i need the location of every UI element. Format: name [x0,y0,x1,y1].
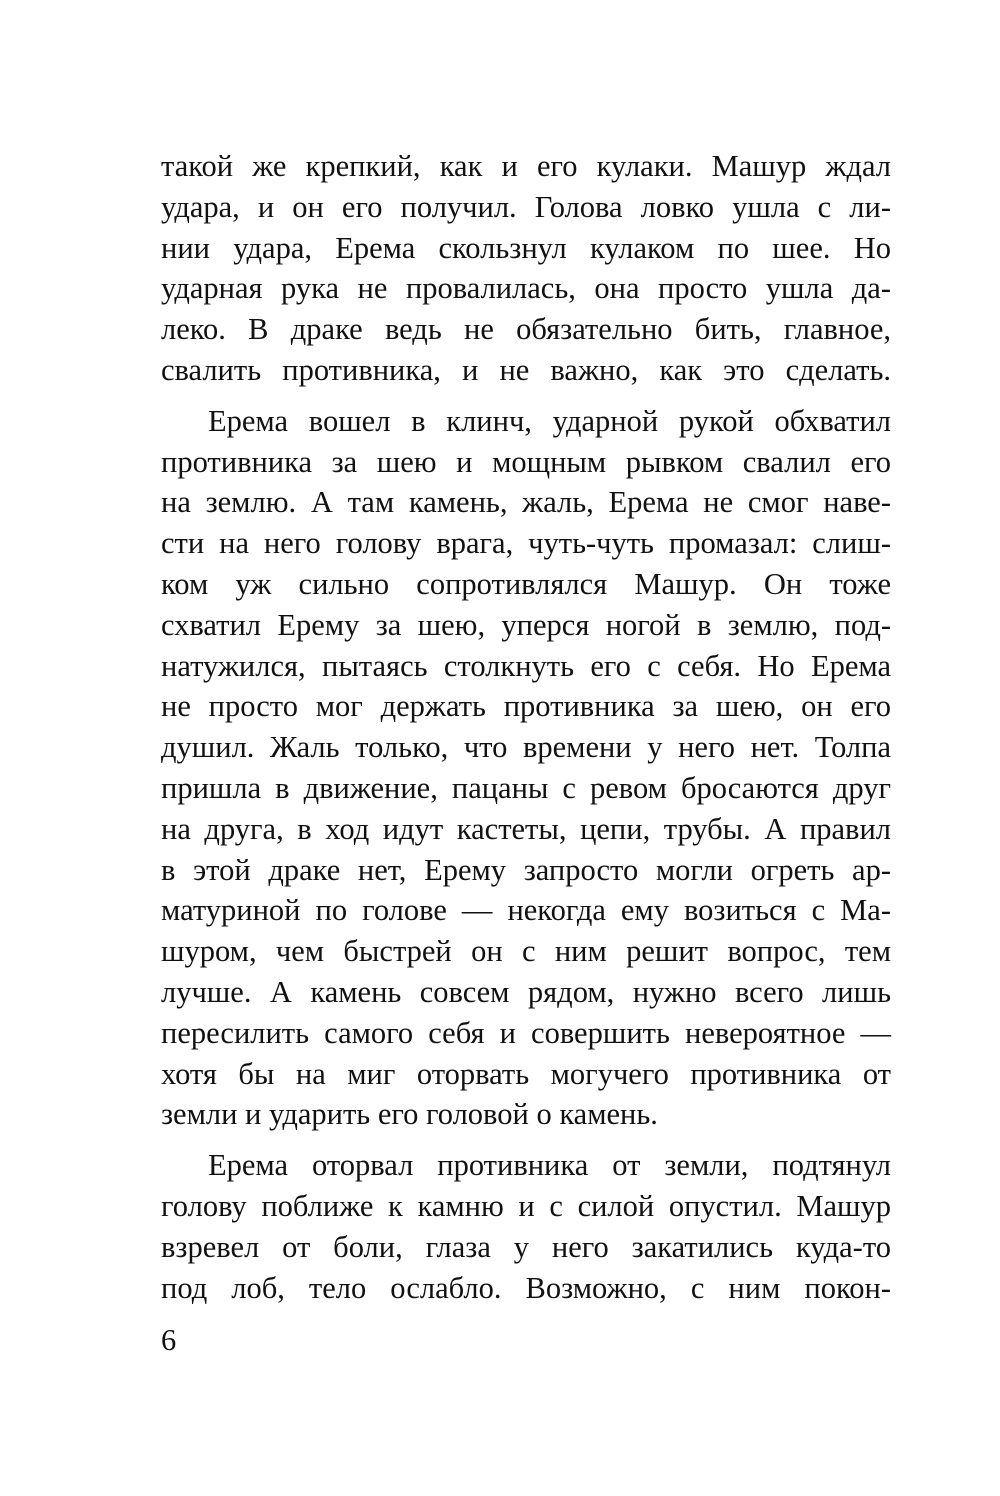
paragraph [161,1145,891,1308]
text-line: сти на него голову врага, чуть-чуть промазал: слиш- [161,526,891,561]
text-line: противника за шею и мощным рывком свалил его [161,444,891,479]
text-line: свалить противника, и не важно, как это сделать. [161,352,891,387]
text-line: пересилить самого себя и совершить невероятное — [161,1015,891,1050]
text-line: в этой драке нет, Ерему запросто могли огреть ар- [161,852,891,887]
paragraph [161,146,891,391]
text-line: такой же крепкий, как и его кулаки. Машур ждал [161,149,891,183]
text-line: ком уж сильно сопротивлялся Машур. Он тоже [161,566,891,601]
text-line: не просто мог держать противника за шею, он его [161,689,891,724]
text-line: схватил Ерему за шею, уперся ногой в землю, под- [161,607,891,642]
text-line: ударная рука не провалилась, она просто ушла да- [161,271,891,306]
text-line: пришла в движение, пацаны с ревом бросаются друг [161,770,891,805]
text-line: земли и ударить его головой о камень. [161,1097,658,1132]
text-line: хотя бы на миг оторвать могучего противника от [161,1056,891,1091]
text-line: душил. Жаль только, что времени у него нет. Толпа [161,730,891,765]
text-line: лучше. А камень совсем рядом, нужно всего лишь [161,974,891,1009]
text-line: голову поближе к камню и с силой опустил. Машур [161,1188,891,1223]
text-line: удара, и он его получил. Голова ловко ушла с ли- [161,189,891,224]
text-line: на землю. А там камень, жаль, Ерема не смог наве- [161,485,891,520]
text-line: на друга, в ход идут кастеты, цепи, трубы. А правил [161,811,891,846]
text-line: под лоб, тело ослабло. Возможно, с ним покон- [161,1270,891,1305]
body-text [161,146,891,1308]
text-line: матуриной по голове — некогда ему возиться с Ма- [161,893,891,928]
paragraph [161,401,891,1135]
text-line: нии удара, Ерема скользнул кулаком по шее. Но [161,230,891,265]
text-line: Ерема вошел в клинч, ударной рукой обхватил [208,403,891,438]
text-line: натужился, пытаясь столкнуть его с себя. Но Ерема [161,648,891,683]
text-line: взревел от боли, глаза у него закатились куда-то [161,1229,891,1264]
text-line: леко. В драке ведь не обязательно бить, главное, [161,312,891,347]
text-line: шуром, чем быстрей он с ним решит вопрос, тем [161,934,891,969]
page-number: 6 [161,1323,177,1357]
text-line: Ерема оторвал противника от земли, подтянул [208,1148,891,1183]
